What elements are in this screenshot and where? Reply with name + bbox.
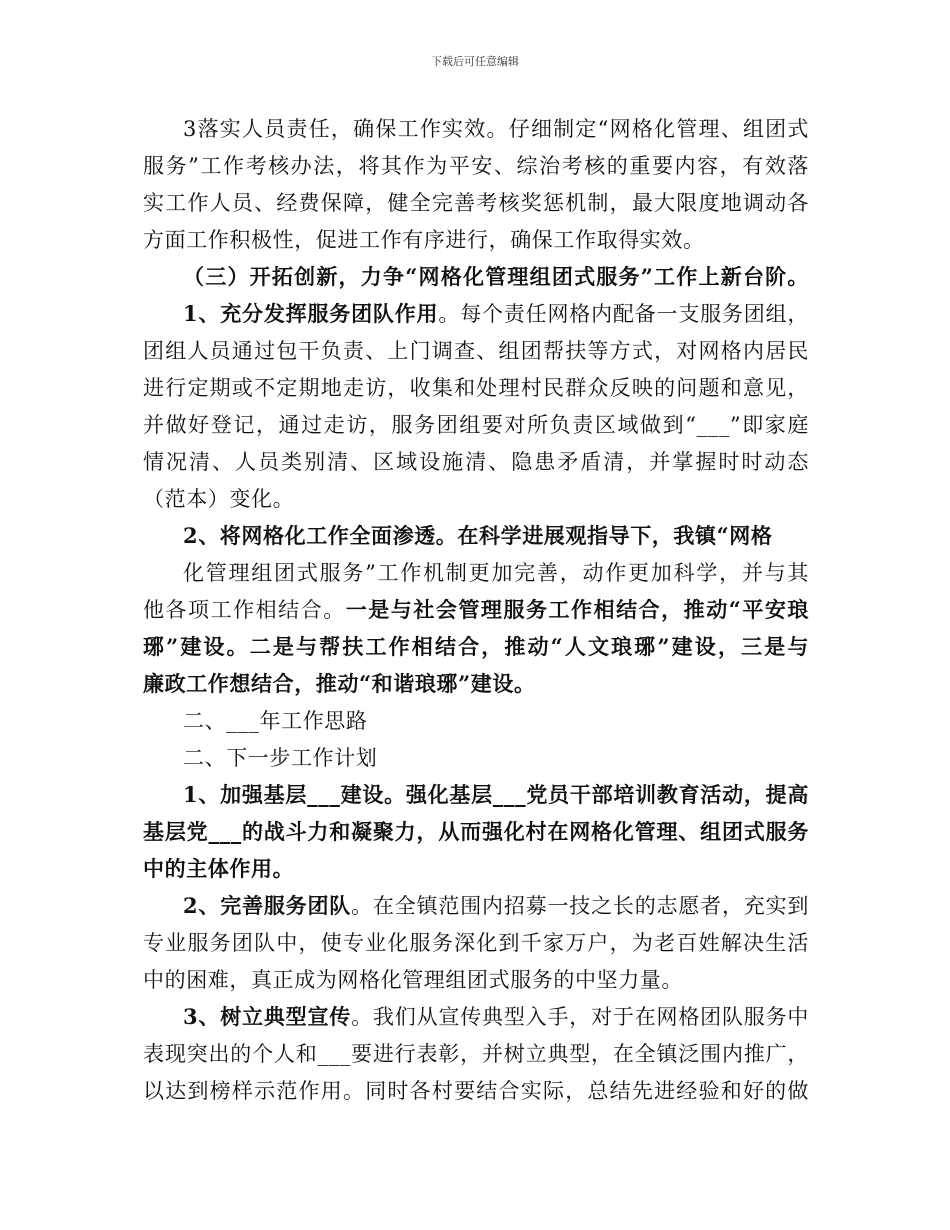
body-line (183, 559, 809, 587)
bold-text-run: （三）开拓创新，力争“网格化管理组团式服务”工作上新台阶。 (183, 264, 809, 289)
text-run: 二、下一步工作计划 (183, 746, 378, 770)
text-run: 3落实人员责任，确保工作实效。仔细制定“网格化管理、组团式 (183, 117, 809, 141)
bold-text-run: 一是与社会管理服务工作相结合，推动“平安琅 (345, 597, 809, 622)
bold-text-run: 1、充分发挥服务团队作用 (183, 301, 439, 326)
body-line (183, 707, 368, 735)
body-line (183, 115, 809, 143)
page-header: 下载后可任意编辑 (431, 55, 519, 68)
bold-text-run: 琊”建设。二是与帮扶工作相结合，推动“人文琅琊”建设，三是与 (143, 634, 809, 659)
text-run: 他各项工作相结合。 (143, 598, 346, 622)
body-line (183, 744, 377, 772)
bold-text-run: 中的主体作用。 (143, 856, 295, 881)
text-run: 以达到榜样示范作用。同时各村要结合实际，总结先进经验和好的做 (143, 1079, 809, 1103)
body-line (143, 818, 809, 846)
body-line (183, 300, 809, 328)
bold-text-run: 2、将网格化工作全面渗透。在科学进展观指导下，我镇“网格 (183, 523, 773, 548)
body-line (143, 1077, 809, 1105)
body-line (143, 596, 809, 624)
bold-text-run: 1、加强基层___建设。强化基层___党员干部培训教育活动，提高 (183, 782, 809, 807)
text-run: 二、___年工作思路 (183, 709, 368, 733)
body-line (143, 189, 809, 217)
body-line (183, 892, 809, 920)
bold-text-run: 3、树立典型宣传 (183, 1004, 352, 1029)
body-line (143, 485, 294, 513)
text-run: 。在全镇范围内招募一技之长的志愿者，充实到 (351, 894, 809, 918)
body-line (143, 633, 809, 661)
text-run: 情况清、人员类别清、区域设施清、隐患矛盾清，并掌握时时动态 (143, 450, 809, 474)
body-line (143, 448, 809, 476)
bold-text-run: 廉政工作想结合，推动“和谐琅琊”建设。 (143, 671, 536, 696)
text-run: 服务”工作考核办法，将其作为平安、综治考核的重要内容，有效落 (143, 154, 809, 178)
body-line (143, 374, 809, 402)
text-run: 。我们从宣传典型入手，对于在网格团队服务中 (351, 1005, 809, 1029)
body-line (143, 670, 536, 698)
body-line (143, 337, 809, 365)
body-line (143, 966, 683, 994)
body-line (143, 152, 809, 180)
text-run: 。每个责任网格内配备一支服务团组， (438, 302, 810, 326)
text-run: 实工作人员、经费保障，健全完善考核奖惩机制，最大限度地调动各 (143, 191, 809, 215)
text-run: 团组人员通过包干负责、上门调查、组团帮扶等方式，对网格内居民 (143, 339, 809, 363)
body-line (143, 411, 809, 439)
body-line (143, 1040, 809, 1068)
text-run: 并做好登记，通过走访，服务团组要对所负责区域做到“___”即家庭 (143, 413, 809, 437)
text-run: 化管理组团式服务”工作机制更加完善，动作更加科学，并与其 (183, 561, 809, 585)
text-run: 专业服务团队中，使专业化服务深化到千家万户，为老百姓解决生活 (143, 931, 809, 955)
body-line (143, 226, 705, 254)
body-line (183, 263, 809, 291)
bold-text-run: 基层党___的战斗力和凝聚力，从而强化村在网格化管理、组团式服务 (143, 819, 809, 844)
body-line (183, 781, 809, 809)
text-run: 进行定期或不定期地走访，收集和处理村民群众反映的问题和意见， (143, 376, 809, 400)
body-line (143, 855, 294, 883)
text-run: 表现突出的个人和___要进行表彰，并树立典型，在全镇泛围内推广， (143, 1042, 809, 1066)
text-run: 方面工作积极性，促进工作有序进行，确保工作取得实效。 (143, 228, 705, 252)
text-run: 中的困难，真正成为网格化管理组团式服务的中坚力量。 (143, 968, 683, 992)
body-line (183, 1003, 809, 1031)
bold-text-run: 2、完善服务团队 (183, 893, 352, 918)
body-line (183, 522, 773, 550)
body-line (143, 929, 809, 957)
text-run: （范本）变化。 (143, 487, 295, 511)
